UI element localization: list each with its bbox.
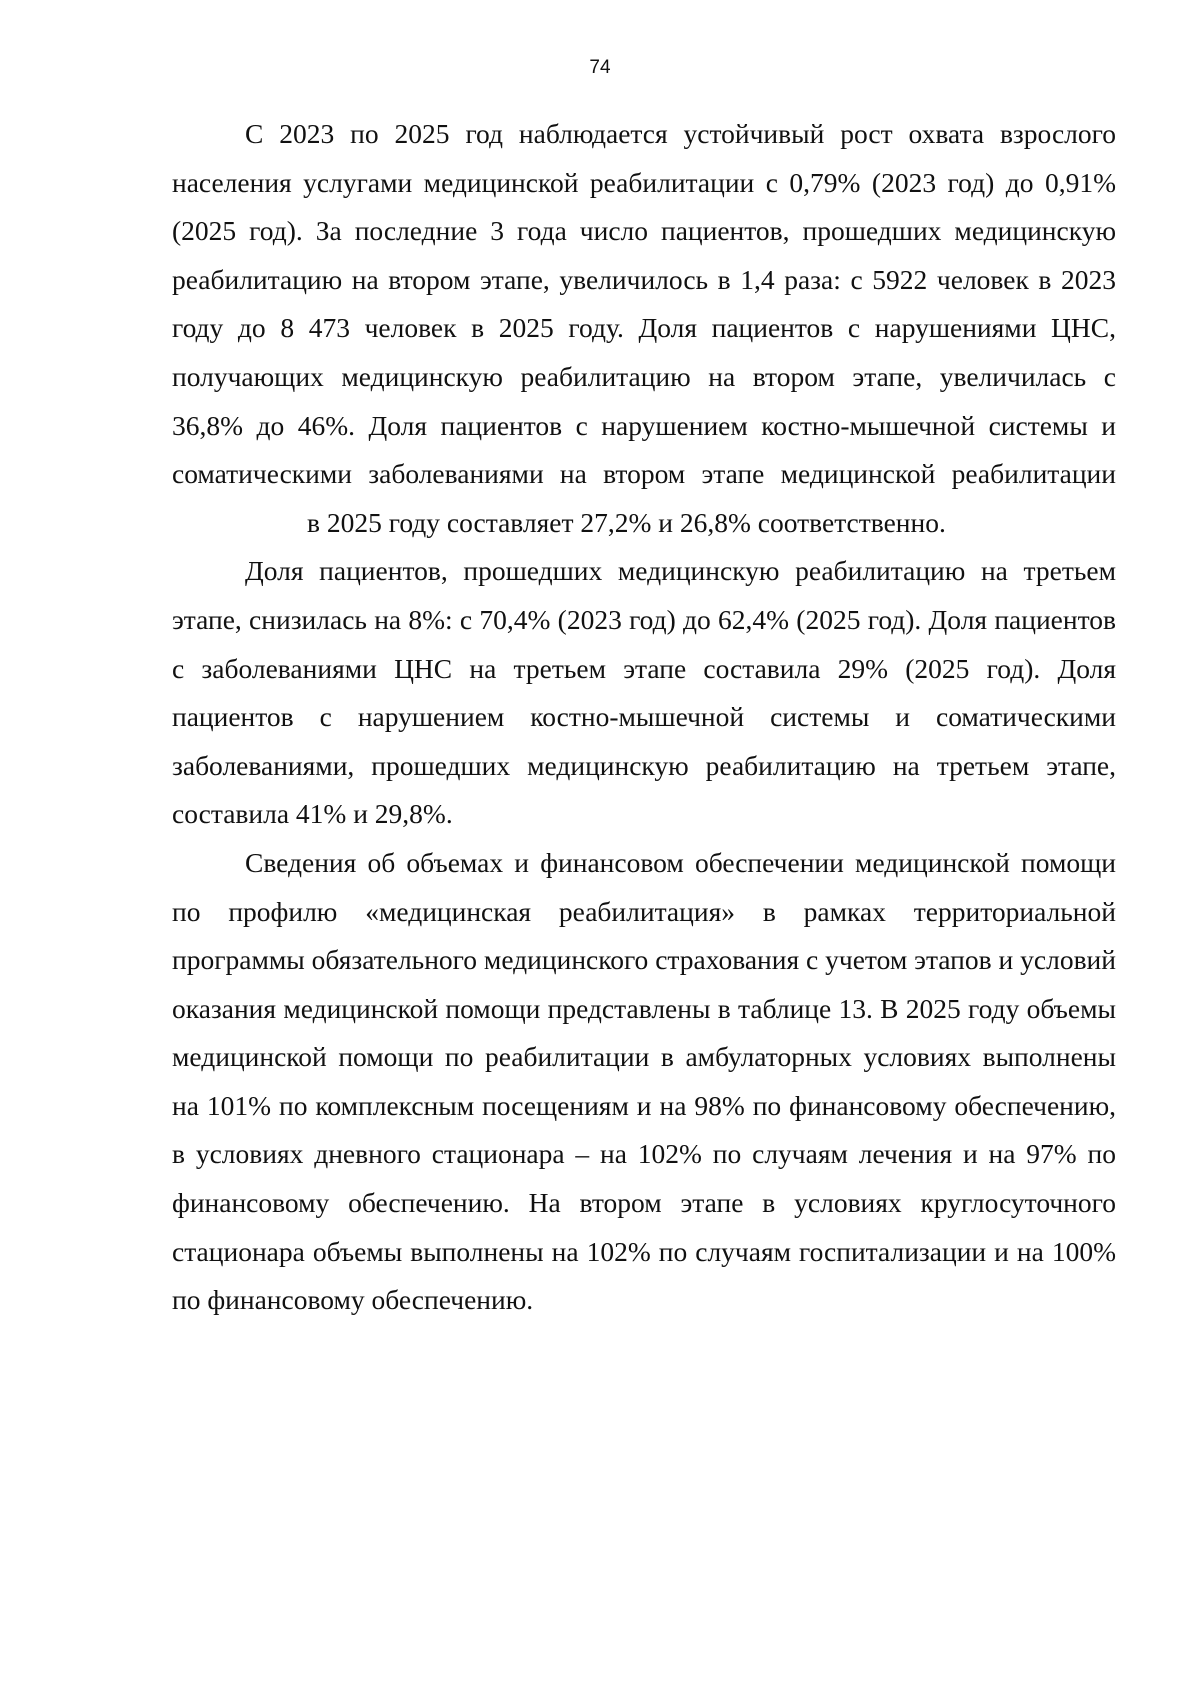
paragraph-1-text-end: в 2025 году составляет 27,2% и 26,8% соответственно. [307,506,946,538]
page-number: 74 [589,57,611,78]
paragraph-2: Доля пациентов, прошедших медицинскую реабилитацию на третьем этапе, снизилась на 8%: с 70,4% (2023 год) до 62,4% (2025 год). Доля пациентов с заболеваниями ЦНС на третьем этапе составила 29% (2025 год). Доля пациентов с нарушением костно-мышечной системы и соматическими заболеваниями, прошедших медицинскую реабилитацию на третьем этапе, составила 41% и 29,8%. [172,555,1116,830]
document-body [172,110,1116,1325]
paragraph-3: Сведения об объемах и финансовом обеспечении медицинской помощи по профилю «медицинская реабилитация» в рамках территориальной программы обязательного медицинского страхования с учетом этапов и условий оказания медицинской помощи представлены в таблице 13. В 2025 году объемы медицинской помощи по реабилитации в амбулаторных условиях выполнены на 101% по комплексным посещениям и на 98% по финансовому обеспечению, в условиях дневного стационара – на 102% по случаям лечения и на 97% по финансовому обеспечению. На втором этапе в условиях круглосуточного стационара объемы выполнены на 102% по случаям госпитализации и на 100% по финансовому обеспечению. [172,846,1116,1316]
paragraph-1 [172,110,1116,547]
paragraph-1-text-start: С 2023 по 2025 год наблюдается устойчивый рост охвата взрослого населения услугами медицинской реабилитации с 0,79% (2023 год) до 0,91% (2025 год). За последние 3 года число пациентов, прошедших медицинскую реабилитацию на втором этапе, увеличилось в 1,4 раза: с 5922 человек в 2023 году до 8 473 человек в 2025 году. Доля пациентов с нарушениями ЦНС, получающих медицинскую реабилитацию на втором этапе, увеличилась с 36,8% до 46%. Доля пациентов с нарушением костно-мышечной системы и соматическими заболеваниями на втором этапе медицинской реабилитации [172,118,1116,490]
